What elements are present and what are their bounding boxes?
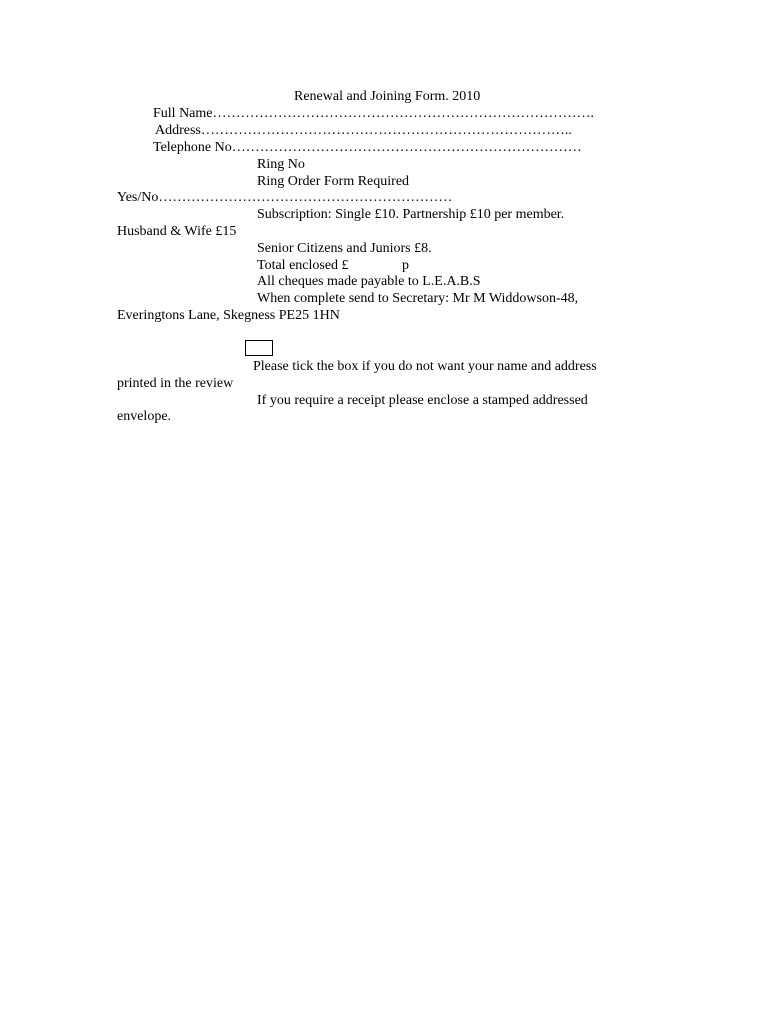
receipt-instruction: If you require a receipt please enclose a stamped addressed	[257, 393, 588, 408]
total-pence-label: p	[402, 258, 409, 273]
receipt-instruction-cont: envelope.	[117, 409, 172, 424]
address-field[interactable]: Address……………………………………………………………………..	[155, 123, 572, 138]
full-name-field[interactable]: Full Name……………………………………………………………………….	[153, 106, 594, 121]
ring-order-label: Ring Order Form Required	[257, 174, 410, 189]
send-to-address: Everingtons Lane, Skegness PE25 1HN	[117, 308, 340, 323]
opt-out-checkbox[interactable]	[245, 340, 273, 356]
husband-wife-text: Husband & Wife £15	[117, 224, 237, 239]
send-to-text: When complete send to Secretary: Mr M Widdowson-48,	[257, 291, 579, 306]
yes-no-field[interactable]: Yes/No………………………………………………………	[117, 190, 453, 205]
form-title: Renewal and Joining Form. 2010	[294, 89, 481, 104]
total-enclosed-label: Total enclosed £	[257, 258, 349, 273]
cheques-text: All cheques made payable to L.E.A.B.S	[257, 274, 481, 289]
seniors-text: Senior Citizens and Juniors £8.	[257, 241, 432, 256]
tick-instruction-cont: printed in the review	[117, 376, 234, 391]
tick-instruction: Please tick the box if you do not want your name and address	[253, 359, 597, 374]
telephone-field[interactable]: Telephone No…………………………………………………………………	[153, 140, 582, 155]
ring-no-label: Ring No	[257, 157, 305, 172]
subscription-text: Subscription: Single £10. Partnership £10 per member.	[257, 207, 565, 222]
